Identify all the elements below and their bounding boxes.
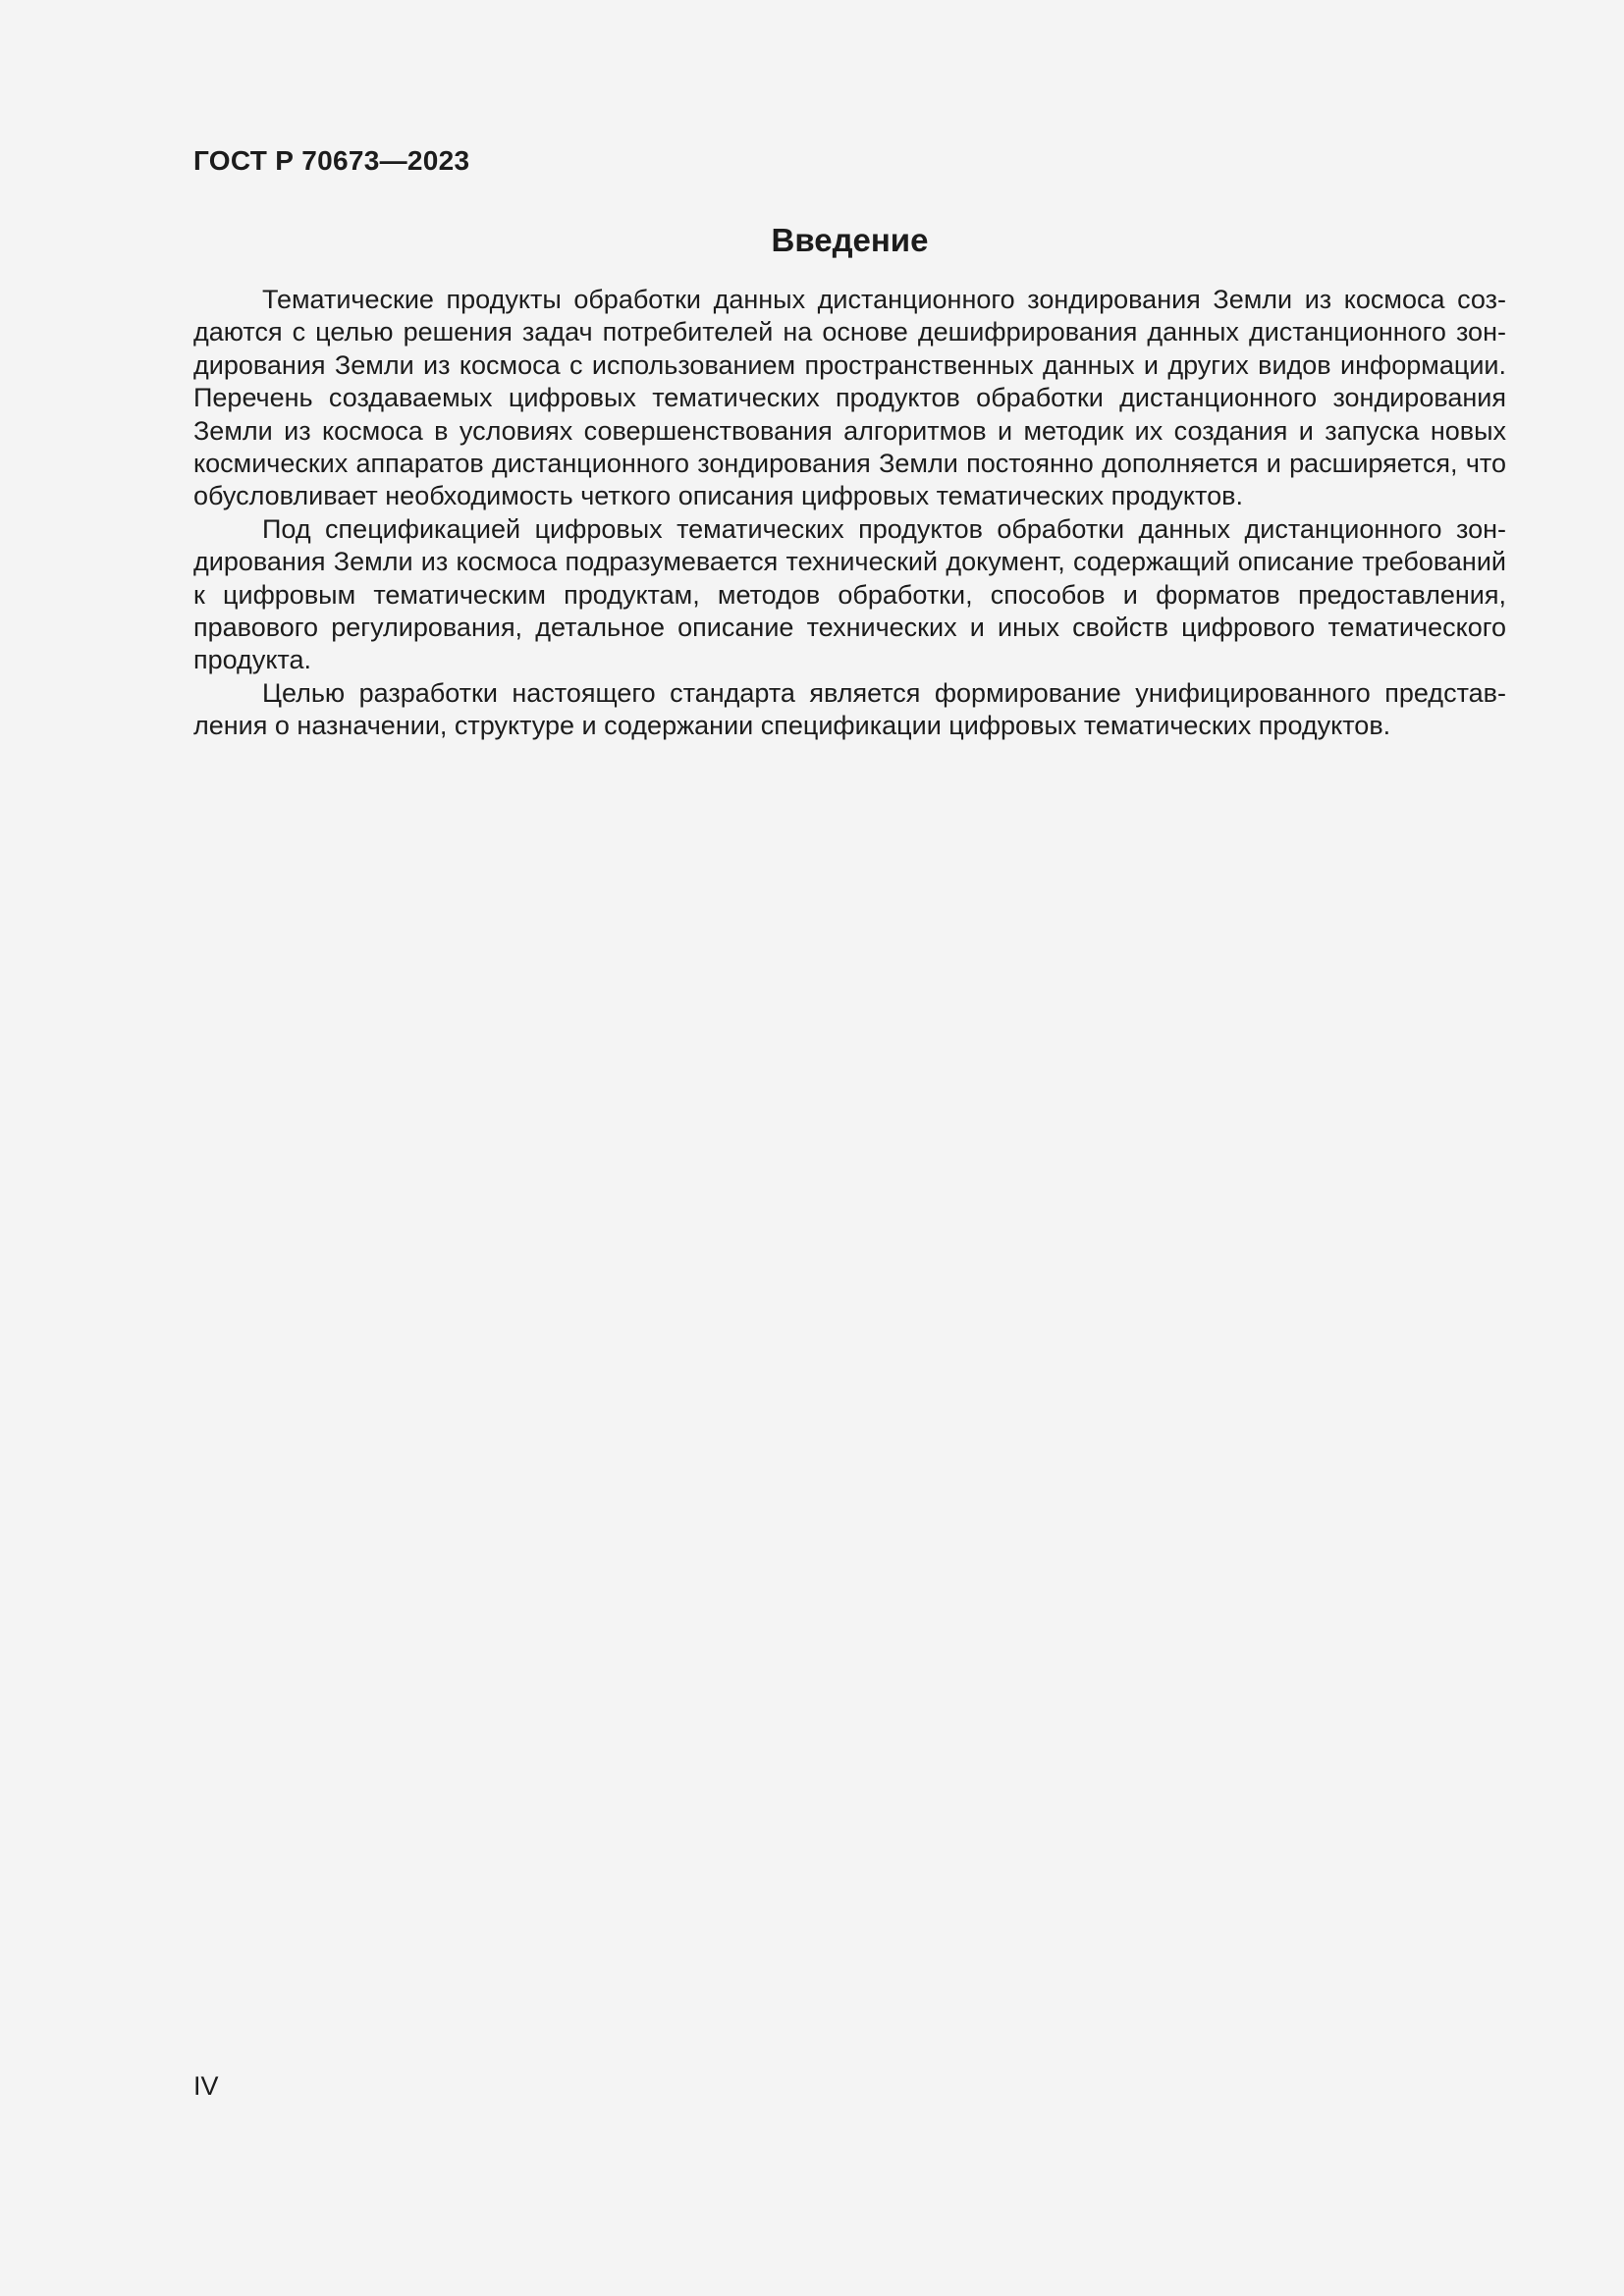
standard-number-header: ГОСТ Р 70673—2023: [193, 145, 470, 176]
introduction-body: [193, 284, 1506, 743]
paragraph: Целью разработки настоящего стандарта является формирование унифицированного представления о назначении, структуре и содержании спецификации цифровых тематических продуктов.: [193, 677, 1506, 741]
paragraph: Под спецификацией цифровых тематических продуктов обработки данных дистанционного зондирования Земли из космоса подразумевается технический документ, содержащий описание требований к цифровым тематическим продуктам, методов обработки, способов и форматов предоставления, правового регулирования, детальное описание технических и иных свойств цифрового тематического продукта.: [193, 513, 1506, 675]
paragraph: Тематические продукты обработки данных дистанционного зондирования Земли из космоса создаются с целью решения задач потребителей на основе дешифрирования данных дистанционного зондирования Земли из космоса с использованием пространственных данных и других видов информации. Перечень создаваемых цифровых тематических продуктов обработки дистанционного зондирования Земли из космоса в условиях совершенствования алгоритмов и методик их создания и запуска новых космических аппаратов дистанционного зондирования Земли постоянно дополняется и расширяется, что обусловливает необходимость четкого описания цифровых тематических продуктов.: [193, 285, 1506, 511]
section-title: Введение: [771, 222, 929, 258]
page-number: IV: [193, 2071, 219, 2101]
